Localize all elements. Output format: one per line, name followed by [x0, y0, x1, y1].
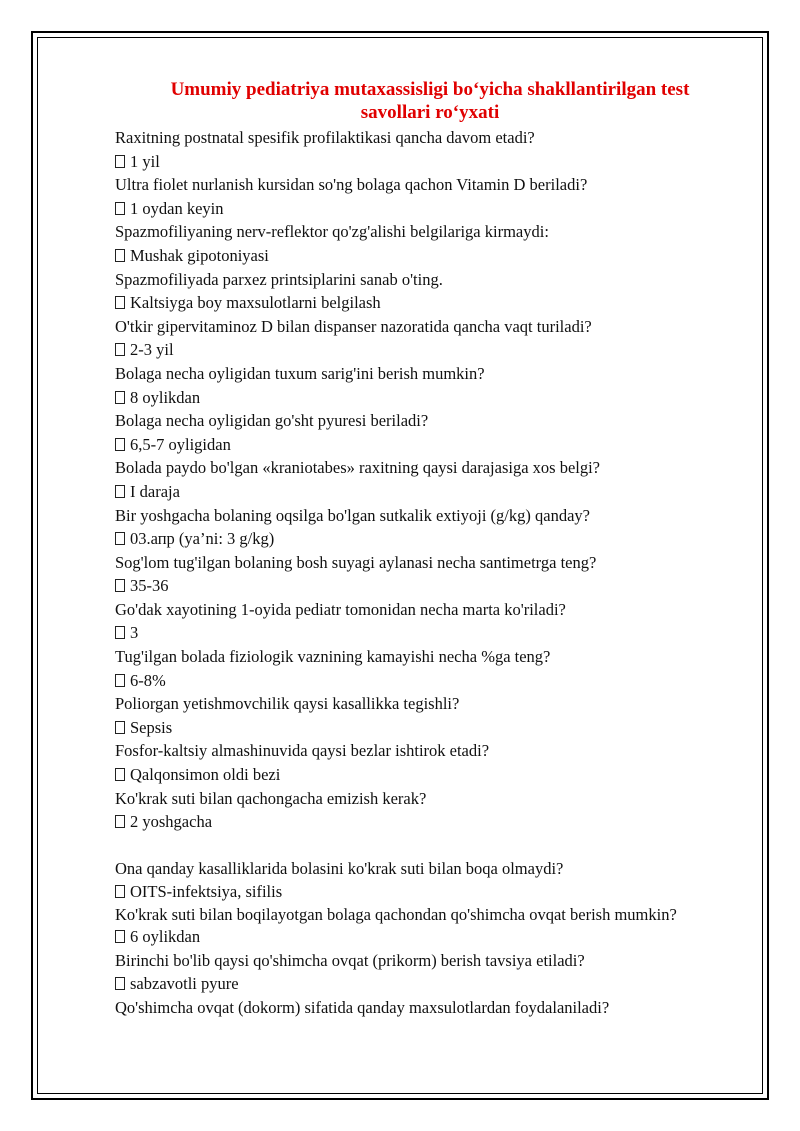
answer-marker-icon	[115, 579, 125, 592]
answer-3-text: Mushak gipotoniyasi	[130, 245, 269, 265]
title-line-2: savollari ro‘yxati	[360, 102, 500, 123]
answer-6-text: 8 oylikdan	[130, 387, 201, 407]
question-4: Spazmofiliyada parxez printsiplarini sanab o'ting.	[115, 269, 443, 289]
answer-11-text: 3	[130, 623, 139, 643]
answer-7-text: 6,5-7 oyligidan	[130, 434, 231, 454]
answer-marker-icon	[115, 721, 125, 734]
answer-marker-icon	[115, 674, 125, 687]
answer-10-text: 35-36	[130, 576, 169, 596]
answer-marker-icon	[115, 202, 125, 215]
question-15: Ko'krak suti bilan qachongacha emizish kerak?	[115, 788, 427, 808]
question-3: Spazmofiliyaning nerv-reflektor qo'zg'alishi belgilariga kirmaydi:	[115, 222, 549, 242]
question-6: Bolaga necha oyligidan tuxum sarig'ini berish mumkin?	[115, 363, 485, 383]
question-12: Tug'ilgan bolada fiziologik vaznining kamayishi necha %ga teng?	[115, 647, 551, 667]
answer-2	[115, 197, 735, 221]
answer-5	[115, 338, 735, 362]
answer-marker-icon	[115, 977, 125, 990]
answer-marker-icon	[115, 249, 125, 262]
answer-7	[115, 433, 735, 457]
question-5: O'tkir gipervitaminoz D bilan dispanser nazoratida qancha vaqt turiladi?	[115, 316, 592, 336]
answer-marker-icon	[115, 343, 125, 356]
answer-marker-icon	[115, 438, 125, 451]
answer-10	[115, 574, 735, 598]
answer-18	[115, 972, 735, 996]
question-7: Bolaga necha oyligidan go'sht pyuresi beriladi?	[115, 411, 429, 431]
question-19: Qo'shimcha ovqat (dokorm) sifatida qanday maxsulotlardan foydalaniladi?	[115, 997, 610, 1017]
paragraph-gap	[115, 834, 735, 857]
question-2: Ultra fiolet nurlanish kursidan so'ng bolaga qachon Vitamin D beriladi?	[115, 175, 588, 195]
answer-12-text: 6-8%	[130, 670, 166, 690]
question-14: Fosfor-kaltsiy almashinuvida qaysi bezlar ishtirok etadi?	[115, 741, 490, 761]
question-11: Go'dak xayotining 1-oyida pediatr tomonidan necha marta ko'riladi?	[115, 599, 566, 619]
answer-13-text: Sepsis	[130, 717, 173, 737]
answer-marker-icon	[115, 626, 125, 639]
answer-8-text: I daraja	[130, 481, 180, 501]
answer-marker-icon	[115, 930, 125, 943]
answer-8	[115, 480, 735, 504]
answer-6	[115, 386, 735, 410]
answer-3	[115, 244, 735, 268]
answer-16-text: OITS-infektsiya, sifilis	[130, 882, 283, 902]
question-17: Ko'krak suti bilan boqilayotgan bolaga qachondan qo'shimcha ovqat berish mumkin?	[115, 905, 677, 924]
document-title	[115, 78, 735, 124]
answer-9	[115, 527, 735, 551]
question-18: Birinchi bo'lib qaysi qo'shimcha ovqat (prikorm) berish tavsiya etiladi?	[115, 950, 585, 970]
answer-17	[115, 925, 735, 949]
question-8: Bolada paydo bo'lgan «kraniotabes» raxitning qaysi darajasiga xos belgi?	[115, 458, 601, 478]
answer-marker-icon	[115, 885, 125, 898]
answer-16	[115, 880, 735, 904]
answer-9-text: 03.апр (ya’ni: 3 g/kg)	[130, 529, 275, 549]
answer-12	[115, 669, 735, 693]
question-10: Sog'lom tug'ilgan bolaning bosh suyagi aylanasi necha santimetrga teng?	[115, 552, 597, 572]
answer-15-text: 2 yoshgacha	[130, 812, 213, 832]
document-body	[115, 78, 735, 1019]
answer-marker-icon	[115, 155, 125, 168]
answer-marker-icon	[115, 768, 125, 781]
answer-marker-icon	[115, 532, 125, 545]
answer-marker-icon	[115, 815, 125, 828]
answer-13	[115, 716, 735, 740]
question-16: Ona qanday kasalliklarida bolasini ko'krak suti bilan boqa olmaydi?	[115, 858, 564, 878]
answer-1-text: 1 yil	[130, 151, 160, 171]
answer-15	[115, 810, 735, 834]
answer-5-text: 2-3 yil	[130, 340, 174, 360]
answer-14	[115, 763, 735, 787]
question-9: Bir yoshgacha bolaning oqsilga bo'lgan sutkalik extiyoji (g/kg) qanday?	[115, 505, 590, 525]
answer-1	[115, 150, 735, 174]
answer-marker-icon	[115, 485, 125, 498]
answer-11	[115, 621, 735, 645]
answer-17-text: 6 oylikdan	[130, 927, 201, 946]
answer-14-text: Qalqonsimon oldi bezi	[130, 765, 281, 785]
answer-4-text: Kaltsiyga boy maxsulotlarni belgilash	[130, 293, 381, 313]
answer-2-text: 1 oydan keyin	[130, 198, 224, 218]
question-13: Poliorgan yetishmovchilik qaysi kasallikka tegishli?	[115, 694, 460, 714]
answer-18-text: sabzavotli pyure	[130, 974, 239, 994]
answer-marker-icon	[115, 296, 125, 309]
answer-marker-icon	[115, 391, 125, 404]
answer-4	[115, 291, 735, 315]
title-line-1: Umumiy pediatriya mutaxassisligi bo‘yicha shakllantirilgan test	[170, 79, 690, 100]
question-1: Raxitning postnatal spesifik profilaktikasi qancha davom etadi?	[115, 128, 535, 147]
